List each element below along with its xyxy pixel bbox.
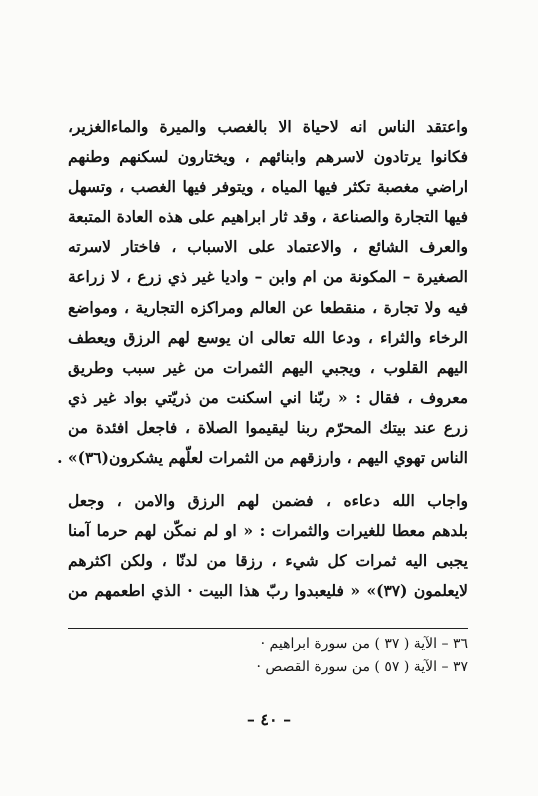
text-line: فيه ولا تجارة ، منقطعا عن العالم ومراكزه التجارية ، ومواضع	[68, 297, 468, 317]
text-line: الرخاء والثراء ، ودعا الله تعالى ان يوسع لهم الرزق ويعطف	[68, 327, 468, 347]
page-number: – ٤٠ –	[246, 710, 292, 729]
footnote-divider	[68, 628, 468, 629]
footnote-36: ٣٦ – الآية ( ٣٧ ) من سورة ابراهيم ·	[260, 636, 468, 652]
footnotes	[68, 628, 468, 679]
footnote-37: ٣٧ – الآية ( ٥٧ ) من سورة القصص ·	[256, 659, 468, 675]
paragraph-1	[57, 112, 468, 473]
text-line: اليهم القلوب ، ويجبي اليهم الثمرات من غير سبب وطريق	[68, 357, 468, 377]
text-line: بلدهم معطا للغيرات والثمرات : « او لم نمكّن لهم حرما آمنا	[68, 521, 468, 541]
text-line: لايعلمون (٣٧)» « فليعبدوا ربّ هذا البيت · الذي اطعمهم من	[68, 581, 468, 601]
text-line: الصغيرة – المكونة من ام وابن – واديا غير ذي زرع ، لا زراعة	[68, 267, 468, 287]
text-line: واعتقد الناس انه لاحياة الا بالغصب والميرة والماءالغزير،	[68, 117, 468, 136]
text-line: معروف ، فقال : « ربّنا اني اسكنت من ذريّتي بواد غير ذي	[68, 387, 468, 407]
text-line: اراضي مغصبة تكثر فيها المياه ، ويتوفر فيها الغصب ، وتسهل	[68, 177, 468, 197]
text-line: والعرف الشائع ، والاعتماد على الاسباب ، فاختار لاسرته	[68, 237, 468, 257]
text-line: واجاب الله دعاءه ، فضمن لهم الرزق والامن ، وجعل	[68, 491, 468, 510]
text-line: يجبى اليه ثمرات كل شيء ، رزقا من لدنّا ، ولكن اكثرهم	[68, 551, 468, 571]
text-line: الناس تهوي اليهم ، وارزقهم من الثمرات لعلّهم يشكرون(٣٦)» .	[57, 448, 468, 468]
text-line: زرع عند بيتك المحرّم ربنا ليقيموا الصلاة ، فاجعل افئدة من	[68, 417, 468, 437]
text-line: فكانوا يرتادون لاسرهم وابنائهم ، ويختارون لسكنهم وطنهم	[68, 147, 468, 167]
text-line: فيها التجارة والصناعة ، وقد ثار ابراهيم على هذه العادة المتبعة	[68, 207, 468, 227]
paragraph-2	[68, 486, 468, 606]
